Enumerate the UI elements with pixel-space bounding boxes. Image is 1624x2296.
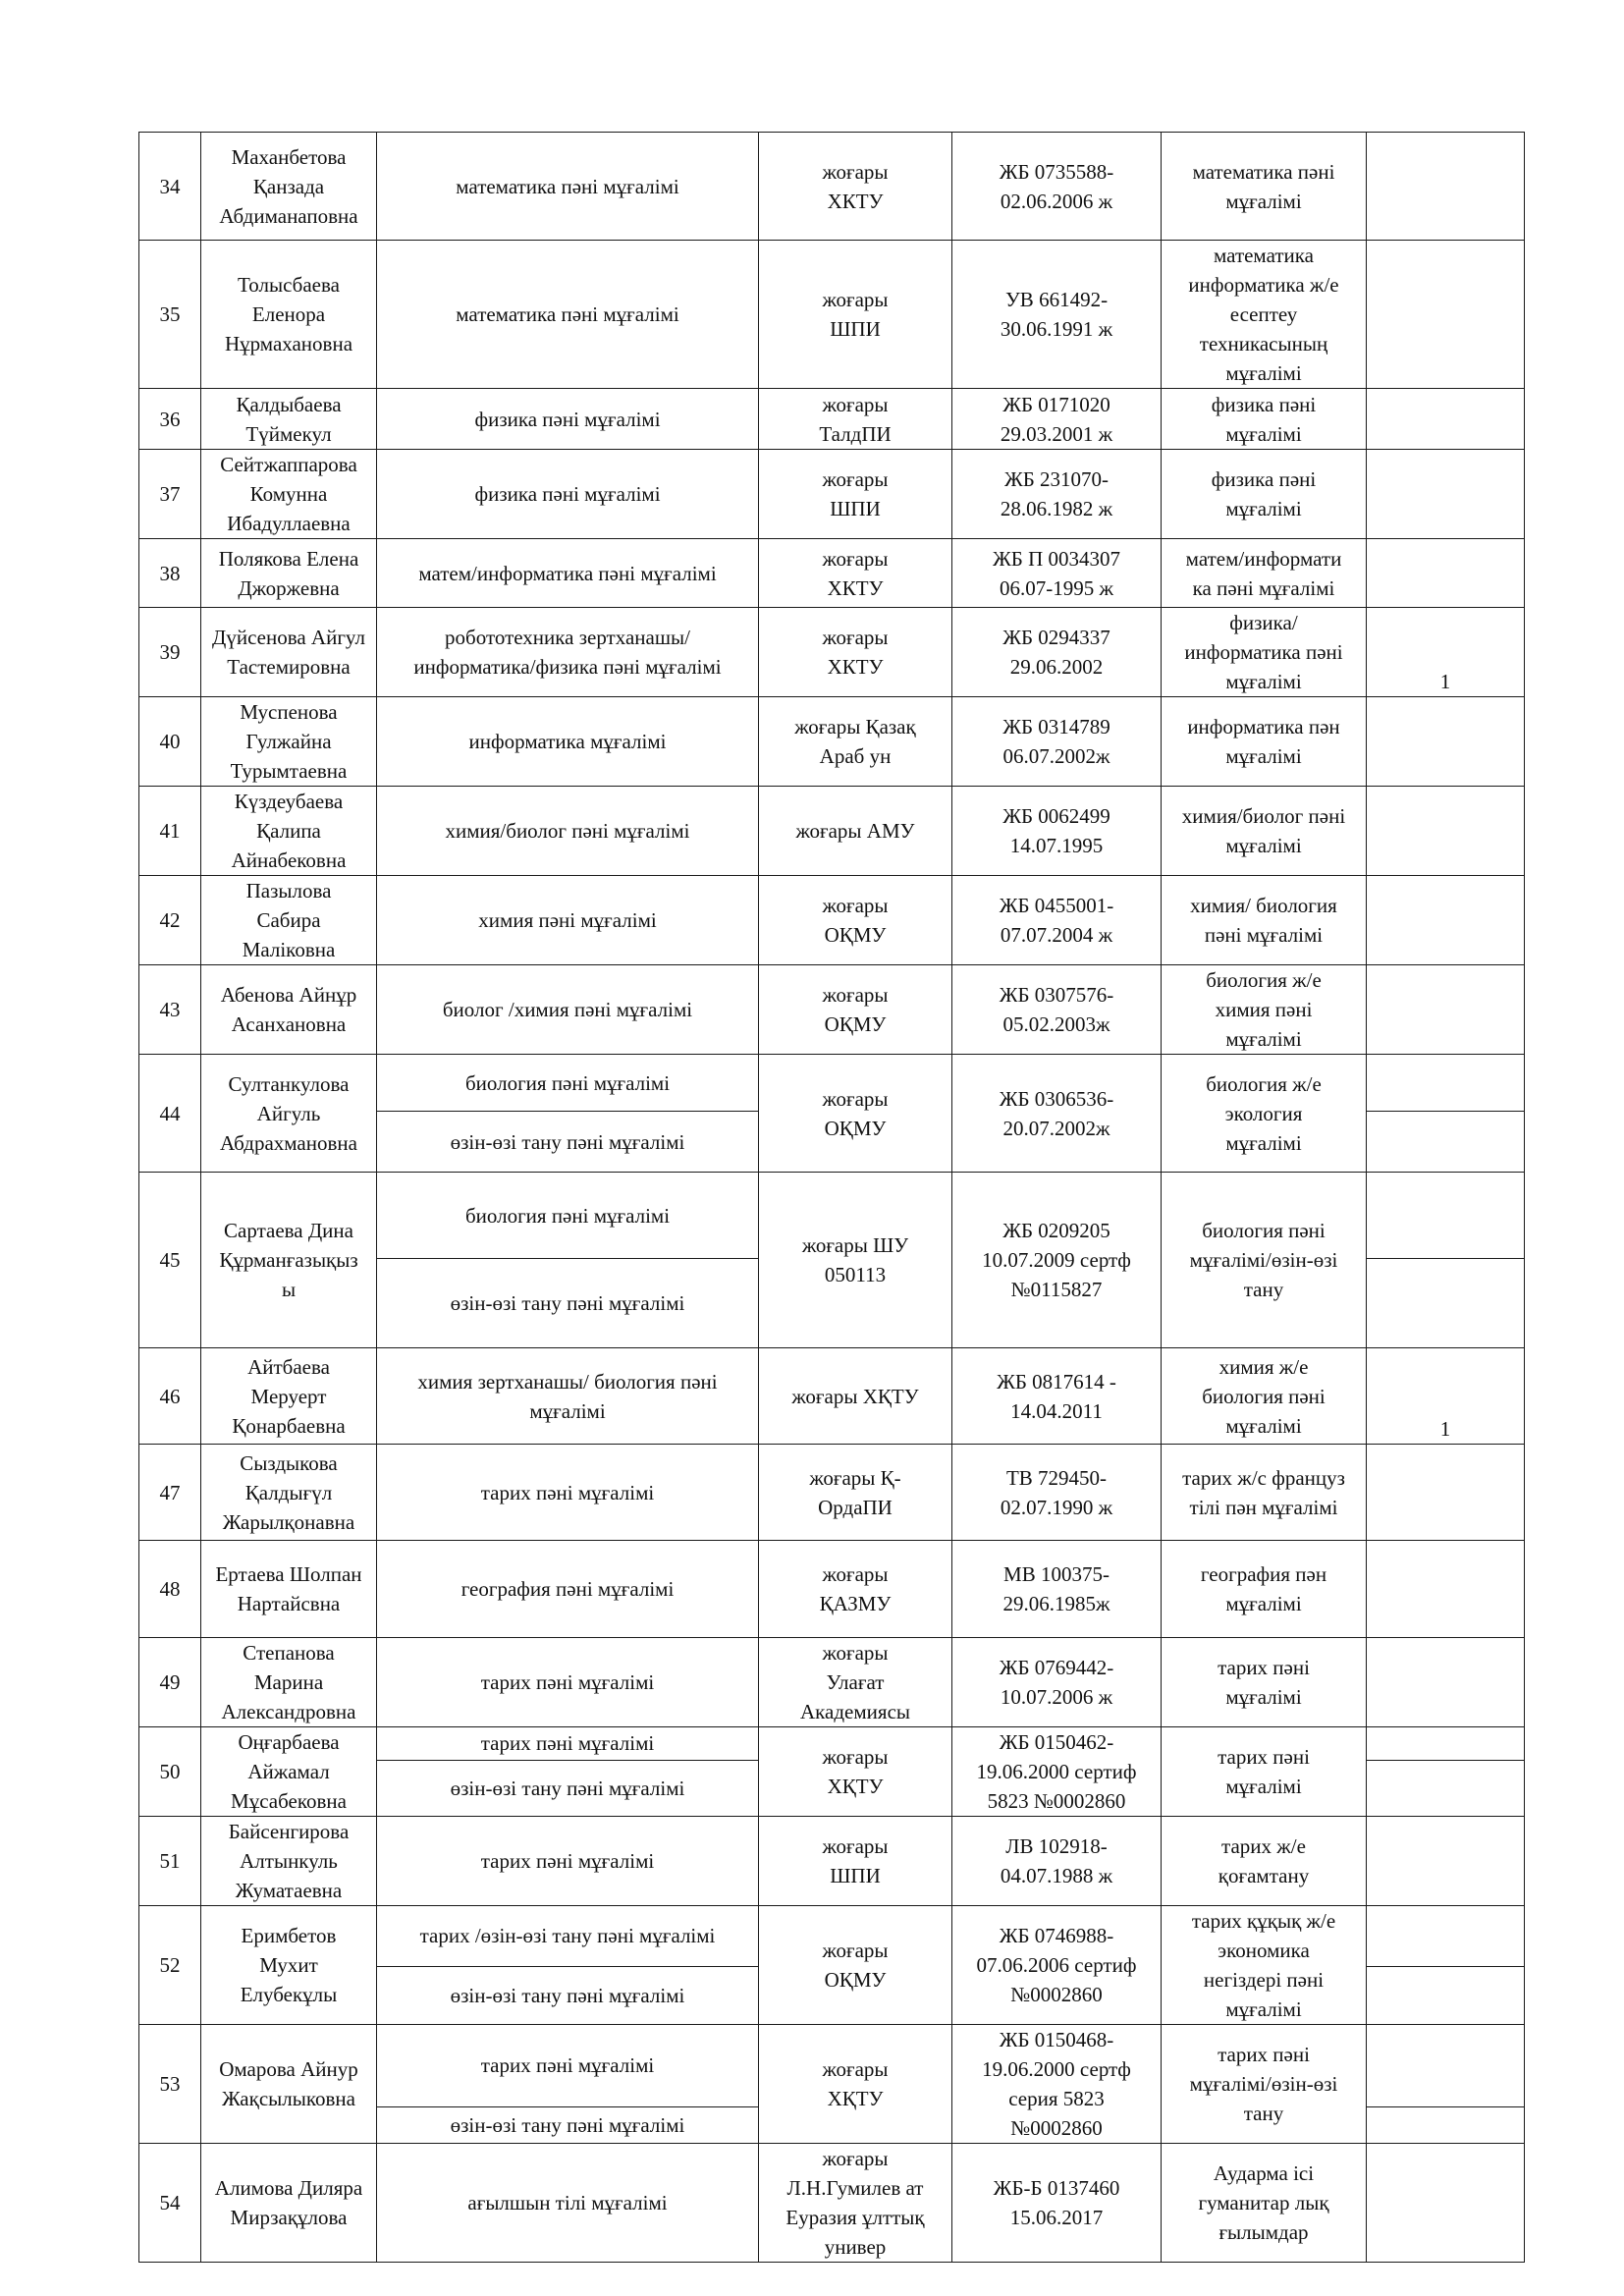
education: жоғары ОҚМУ xyxy=(759,1055,952,1173)
extra-cell xyxy=(1367,1906,1525,1967)
extra-cell xyxy=(1367,965,1525,1055)
table-row xyxy=(139,1445,1525,1541)
diploma: УВ 661492- 30.06.1991 ж xyxy=(952,241,1162,389)
extra-cell xyxy=(1367,1055,1525,1112)
table-row xyxy=(139,539,1525,608)
row-number: 36 xyxy=(139,389,201,450)
position: математика пәні мұғалімі xyxy=(377,133,759,241)
specialty: информатика пән мұғалімі xyxy=(1162,697,1367,787)
position: биология пәні мұғалімі xyxy=(377,1055,759,1112)
position: физика пәні мұғалімі xyxy=(377,450,759,539)
extra-cell xyxy=(1367,1817,1525,1906)
specialty: математика пәні мұғалімі xyxy=(1162,133,1367,241)
row-number: 46 xyxy=(139,1348,201,1445)
position: өзін-өзі тану пәні мұғалімі xyxy=(377,1112,759,1173)
position: тарих пәні мұғалімі xyxy=(377,1817,759,1906)
teacher-name: Степанова Марина Александровна xyxy=(201,1638,377,1727)
table-row xyxy=(139,876,1525,965)
position: тарих /өзін-өзі тану пәні мұғалімі xyxy=(377,1906,759,1967)
education: жоғары Улағат Академиясы xyxy=(759,1638,952,1727)
table-row xyxy=(139,1817,1525,1906)
table-row xyxy=(139,450,1525,539)
row-number: 50 xyxy=(139,1727,201,1817)
education: жоғары АМУ xyxy=(759,787,952,876)
teacher-name: Алимова Диляра Мирзақұлова xyxy=(201,2144,377,2263)
position: өзін-өзі тану пәні мұғалімі xyxy=(377,1966,759,2024)
position: тарих пәні мұғалімі xyxy=(377,1638,759,1727)
education: жоғары ХКТУ xyxy=(759,539,952,608)
table-row xyxy=(139,1727,1525,1761)
specialty: Аударма ісі гуманитар лық ғылымдар xyxy=(1162,2144,1367,2263)
row-number: 39 xyxy=(139,608,201,697)
table-row xyxy=(139,1055,1525,1112)
table-row xyxy=(139,1906,1525,1967)
position: химия пәні мұғалімі xyxy=(377,876,759,965)
table-row xyxy=(139,133,1525,241)
table-row xyxy=(139,2025,1525,2107)
row-number: 45 xyxy=(139,1173,201,1348)
extra-cell xyxy=(1367,1445,1525,1541)
position: өзін-өзі тану пәні мұғалімі xyxy=(377,2106,759,2143)
extra-cell xyxy=(1367,1760,1525,1816)
row-number: 43 xyxy=(139,965,201,1055)
teacher-name: Пазылова Сабира Малiковна xyxy=(201,876,377,965)
specialty: химия ж/е биология пәні мұғалімі xyxy=(1162,1348,1367,1445)
extra-cell: 1 xyxy=(1367,608,1525,697)
diploma: ЖБ 0817614 - 14.04.2011 xyxy=(952,1348,1162,1445)
row-number: 34 xyxy=(139,133,201,241)
diploma: ЖБ 0306536- 20.07.2002ж xyxy=(952,1055,1162,1173)
specialty: тарих ж/е қоғамтану xyxy=(1162,1817,1367,1906)
specialty: биология ж/е экология мұғалімі xyxy=(1162,1055,1367,1173)
teacher-name: Маханбетова Қанзада Абдиманаповна xyxy=(201,133,377,241)
position: информатика мұғалімі xyxy=(377,697,759,787)
row-number: 37 xyxy=(139,450,201,539)
teacher-name: Айтбаева Меруерт Қонарбаевна xyxy=(201,1348,377,1445)
education: жоғары ХКТУ xyxy=(759,608,952,697)
specialty: матем/информати ка пәні мұғалімі xyxy=(1162,539,1367,608)
specialty: биология ж/е химия пәні мұғалімі xyxy=(1162,965,1367,1055)
specialty: тарих пәні мұғалімі xyxy=(1162,1727,1367,1817)
extra-cell xyxy=(1367,2106,1525,2143)
extra-cell: 1 xyxy=(1367,1348,1525,1445)
specialty: химия/ биология пәні мұғалімі xyxy=(1162,876,1367,965)
staff-table-body xyxy=(139,133,1525,2263)
extra-cell xyxy=(1367,450,1525,539)
extra-cell xyxy=(1367,1259,1525,1348)
extra-cell xyxy=(1367,2144,1525,2263)
table-row xyxy=(139,1173,1525,1259)
specialty: география пән мұғалімі xyxy=(1162,1541,1367,1638)
table-row xyxy=(139,787,1525,876)
education: жоғары ШПИ xyxy=(759,241,952,389)
specialty: физика пәні мұғалімі xyxy=(1162,450,1367,539)
specialty: математика информатика ж/е есептеу техникасының мұғалімі xyxy=(1162,241,1367,389)
table-row xyxy=(139,241,1525,389)
education: жоғары Қ- ОрдаПИ xyxy=(759,1445,952,1541)
position: биолог /химия пәні мұғалімі xyxy=(377,965,759,1055)
teacher-name: Толысбаева Еленора Нұрмахановна xyxy=(201,241,377,389)
education: жоғары ХҚТУ xyxy=(759,1348,952,1445)
row-number: 44 xyxy=(139,1055,201,1173)
position: биология пәні мұғалімі xyxy=(377,1173,759,1259)
row-number: 42 xyxy=(139,876,201,965)
diploma: ЛВ 102918- 04.07.1988 ж xyxy=(952,1817,1162,1906)
diploma: ЖБ П 0034307 06.07-1995 ж xyxy=(952,539,1162,608)
education: жоғары ОҚМУ xyxy=(759,1906,952,2025)
education: жоғары ШПИ xyxy=(759,1817,952,1906)
diploma: ТВ 729450- 02.07.1990 ж xyxy=(952,1445,1162,1541)
extra-cell xyxy=(1367,1966,1525,2024)
extra-cell xyxy=(1367,1541,1525,1638)
row-number: 41 xyxy=(139,787,201,876)
position: тарих пәні мұғалімі xyxy=(377,1445,759,1541)
education: жоғары ОҚМУ xyxy=(759,965,952,1055)
row-number: 40 xyxy=(139,697,201,787)
education: жоғары ОҚМУ xyxy=(759,876,952,965)
teacher-name: Сейтжаппарова Комунна Ибадуллаевна xyxy=(201,450,377,539)
diploma: ЖБ 0062499 14.07.1995 xyxy=(952,787,1162,876)
education: жоғары ҚАЗМУ xyxy=(759,1541,952,1638)
teacher-name: Сыздыкова Қалдығүл Жарылқонавна xyxy=(201,1445,377,1541)
table-row xyxy=(139,697,1525,787)
extra-cell xyxy=(1367,2025,1525,2107)
diploma: ЖБ 0171020 29.03.2001 ж xyxy=(952,389,1162,450)
teacher-name: Ертаева Шолпан Нартайсвна xyxy=(201,1541,377,1638)
table-row xyxy=(139,1541,1525,1638)
teacher-name: Байсенгирова Алтынкуль Жуматаевна xyxy=(201,1817,377,1906)
extra-cell xyxy=(1367,133,1525,241)
education: жоғары ШУ 050113 xyxy=(759,1173,952,1348)
extra-cell xyxy=(1367,787,1525,876)
education: жоғары ШПИ xyxy=(759,450,952,539)
row-number: 35 xyxy=(139,241,201,389)
position: матем/информатика пәні мұғалімі xyxy=(377,539,759,608)
diploma: ЖБ 0769442- 10.07.2006 ж xyxy=(952,1638,1162,1727)
teacher-name: Муспенова Гулжайна Турымтаевна xyxy=(201,697,377,787)
extra-cell xyxy=(1367,876,1525,965)
teacher-name: Күздеубаева Қалипа Айнабековна xyxy=(201,787,377,876)
staff-table xyxy=(138,132,1525,2263)
row-number: 51 xyxy=(139,1817,201,1906)
position: математика пәні мұғалімі xyxy=(377,241,759,389)
diploma: ЖБ 0735588- 02.06.2006 ж xyxy=(952,133,1162,241)
position: өзін-өзі тану пәні мұғалімі xyxy=(377,1760,759,1816)
extra-cell xyxy=(1367,697,1525,787)
diploma: ЖБ 231070- 28.06.1982 ж xyxy=(952,450,1162,539)
teacher-name: Султанкулова Айгуль Абдрахмановна xyxy=(201,1055,377,1173)
teacher-name: Қалдыбаева Түймекул xyxy=(201,389,377,450)
table-row xyxy=(139,1638,1525,1727)
row-number: 38 xyxy=(139,539,201,608)
row-number: 48 xyxy=(139,1541,201,1638)
diploma: ЖБ 0294337 29.06.2002 xyxy=(952,608,1162,697)
extra-cell xyxy=(1367,1638,1525,1727)
table-row xyxy=(139,965,1525,1055)
specialty: биология пәні мұғалімі/өзін-өзі тану xyxy=(1162,1173,1367,1348)
specialty: физика/ информатика пәні мұғалімі xyxy=(1162,608,1367,697)
row-number: 47 xyxy=(139,1445,201,1541)
education: жоғары ХҚТУ xyxy=(759,2025,952,2144)
table-row xyxy=(139,608,1525,697)
teacher-name: Сартаева Дина Құрманғазықыз ы xyxy=(201,1173,377,1348)
diploma: ЖБ 0314789 06.07.2002ж xyxy=(952,697,1162,787)
specialty: тарих пәні мұғалімі xyxy=(1162,1638,1367,1727)
education: жоғары ХҚТУ xyxy=(759,1727,952,1817)
diploma: ЖБ 0746988- 07.06.2006 сертиф №0002860 xyxy=(952,1906,1162,2025)
extra-cell xyxy=(1367,241,1525,389)
row-number: 53 xyxy=(139,2025,201,2144)
row-number: 49 xyxy=(139,1638,201,1727)
diploma: ЖБ 0455001- 07.07.2004 ж xyxy=(952,876,1162,965)
diploma: ЖБ 0307576- 05.02.2003ж xyxy=(952,965,1162,1055)
teacher-name: Дүйсенова Айгул Тастемировна xyxy=(201,608,377,697)
education: жоғары ХКТУ xyxy=(759,133,952,241)
position: география пәні мұғалімі xyxy=(377,1541,759,1638)
diploma: МВ 100375- 29.06.1985ж xyxy=(952,1541,1162,1638)
row-number: 54 xyxy=(139,2144,201,2263)
position: физика пәні мұғалімі xyxy=(377,389,759,450)
extra-cell xyxy=(1367,1727,1525,1761)
row-number: 52 xyxy=(139,1906,201,2025)
specialty: химия/биолог пәні мұғалімі xyxy=(1162,787,1367,876)
teacher-name: Полякова Елена Джоржевна xyxy=(201,539,377,608)
diploma: ЖБ 0150462- 19.06.2000 сертиф 5823 №0002860 xyxy=(952,1727,1162,1817)
specialty: тарих ж/с француз тілі пән мұғалімі xyxy=(1162,1445,1367,1541)
position: робототехника зертханашы/ информатика/физика пәні мұғалімі xyxy=(377,608,759,697)
table-row xyxy=(139,1348,1525,1445)
education: жоғары ТалдПИ xyxy=(759,389,952,450)
position: химия/биолог пәні мұғалімі xyxy=(377,787,759,876)
education: жоғары Қазақ Араб ун xyxy=(759,697,952,787)
diploma: ЖБ 0209205 10.07.2009 сертф №0115827 xyxy=(952,1173,1162,1348)
teacher-name: Еримбетов Мухит Елубекұлы xyxy=(201,1906,377,2025)
extra-cell xyxy=(1367,539,1525,608)
specialty: тарих пәні мұғалімі/өзін-өзі тану xyxy=(1162,2025,1367,2144)
position: ағылшын тілі мұғалімі xyxy=(377,2144,759,2263)
table-row xyxy=(139,2144,1525,2263)
extra-cell xyxy=(1367,389,1525,450)
position: химия зертханашы/ биология пәні мұғалімі xyxy=(377,1348,759,1445)
specialty: тарих құқық ж/е экономика негіздері пәні мұғалімі xyxy=(1162,1906,1367,2025)
extra-cell xyxy=(1367,1173,1525,1259)
specialty: физика пәні мұғалімі xyxy=(1162,389,1367,450)
teacher-name: Абенова Айнұр Асанхановна xyxy=(201,965,377,1055)
diploma: ЖБ-Б 0137460 15.06.2017 xyxy=(952,2144,1162,2263)
teacher-name: Оңғарбаева Айжамал Мұсабековна xyxy=(201,1727,377,1817)
position: өзін-өзі тану пәні мұғалімі xyxy=(377,1259,759,1348)
table-row xyxy=(139,389,1525,450)
extra-cell xyxy=(1367,1112,1525,1173)
position: тарих пәні мұғалімі xyxy=(377,2025,759,2107)
education: жоғары Л.Н.Гумилев ат Еуразия ұлттық универ xyxy=(759,2144,952,2263)
diploma: ЖБ 0150468- 19.06.2000 сертф серия 5823 №0002860 xyxy=(952,2025,1162,2144)
position: тарих пәні мұғалімі xyxy=(377,1727,759,1761)
teacher-name: Омарова Айнур Жақсылыковна xyxy=(201,2025,377,2144)
